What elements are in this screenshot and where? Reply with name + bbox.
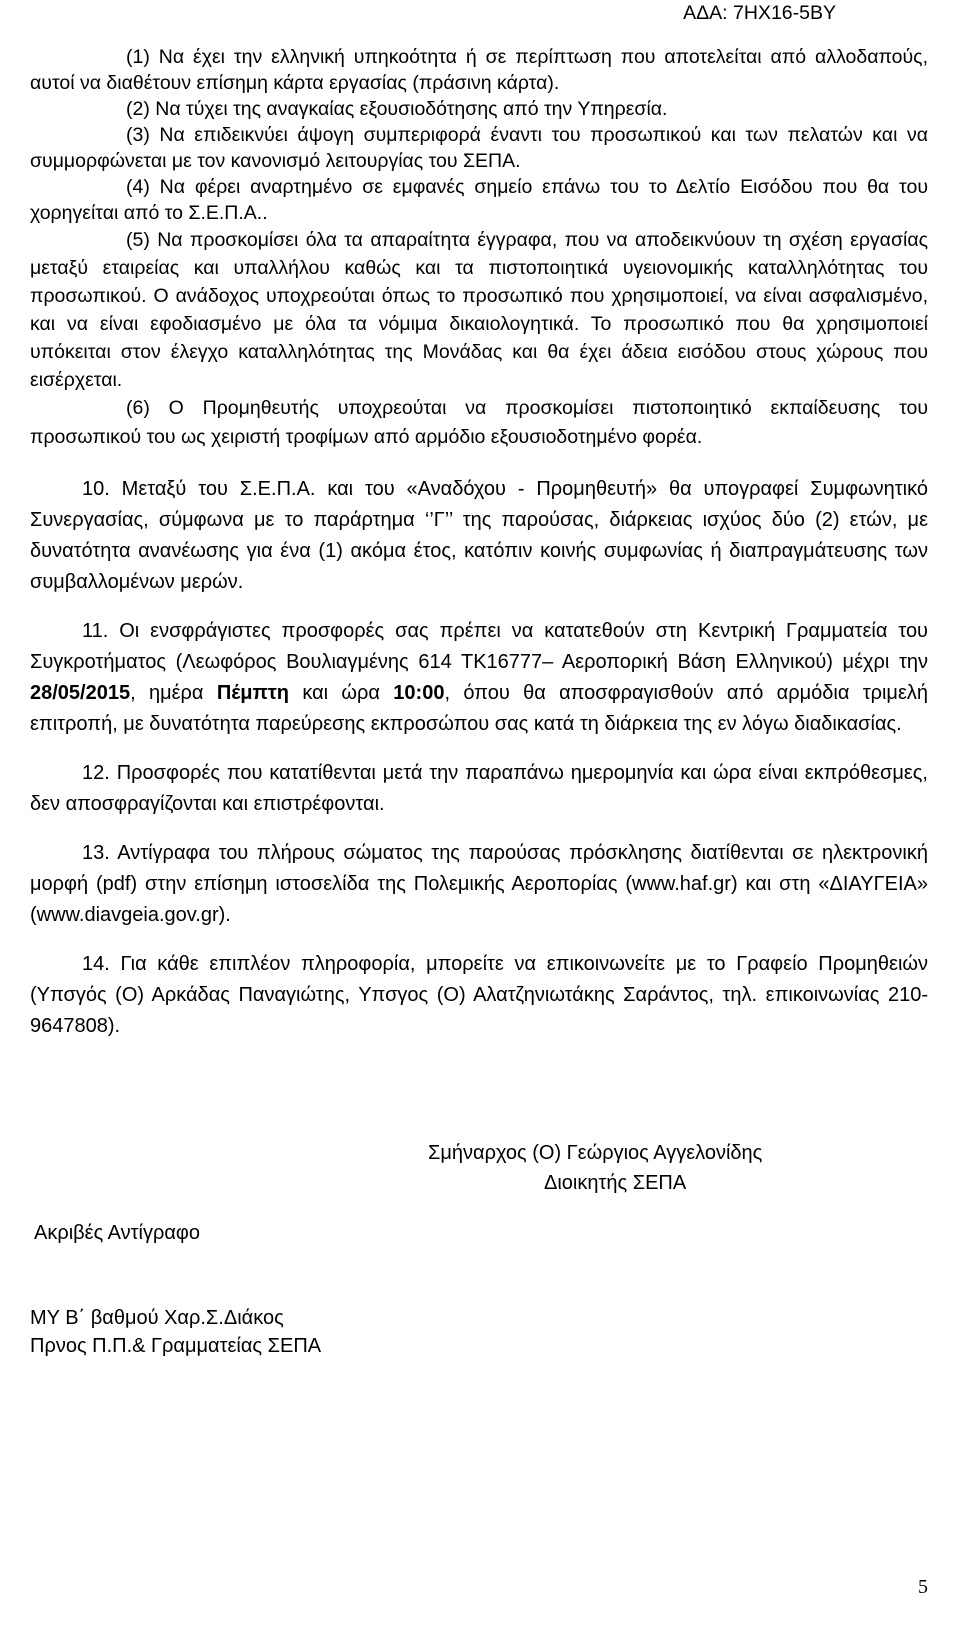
section-11-text-a: 11. Οι ενσφράγιστες προσφορές σας πρέπει να κατατεθούν στη Κεντρική Γραμματεία του Συγκροτήματος (Λεωφόρος Βουλιαγμένης 614 ΤΚ16777– Αεροπορική Βάση Ελληνικού) μέχρι την [30, 620, 928, 673]
true-copy-label: Ακριβές Αντίγραφο [34, 1222, 201, 1244]
author-line-2: Πρνος Π.Π.& Γραμματείας ΣΕΠΑ [30, 1335, 322, 1357]
deadline-time: 10:00 [393, 682, 445, 704]
item-1: (1) Να έχει την ελληνική υπηκοότητα ή σε περίπτωση που αποτελείται από αλλοδαπούς, αυτοί να διαθέτουν επίσημη κάρτα εργασίας (πράσινη κάρτα). [30, 46, 928, 94]
section-11 [30, 616, 928, 740]
signatory-name: Σμήναρχος (Ο) Γεώργιος Αγγελονίδης [428, 1142, 763, 1164]
document-body [30, 44, 928, 1042]
section-11-text-c: και ώρα [289, 682, 394, 704]
author-block [30, 1304, 321, 1360]
signature-block [428, 1138, 762, 1198]
section-13: 13. Αντίγραφα του πλήρους σώματος της παρούσας πρόσκλησης διατίθενται σε ηλεκτρονική μορφή (pdf) στην επίσημη ιστοσελίδα της Πολεμικής Αεροπορίας (www.haf.gr) και στη «ΔΙΑΥΓΕΙΑ» (www.diavgeia.gov.gr). [30, 842, 928, 926]
item-4: (4) Να φέρει αναρτημένο σε εμφανές σημείο επάνω του το Δελτίο Εισόδου που θα του χορηγείται από το Σ.Ε.Π.Α.. [30, 176, 928, 224]
item-6: (6) Ο Προμηθευτής υποχρεούται να προσκομίσει πιστοποιητικό εκπαίδευσης του προσωπικού του ως χειριστή τροφίμων από αρμόδιο εξουσιοδοτημένο φορέα. [30, 397, 928, 448]
ada-code: ΑΔΑ: 7ΗΧ16-5ΒΥ [683, 2, 836, 24]
section-14: 14. Για κάθε επιπλέον πληροφορία, μπορείτε να επικοινωνείτε με το Γραφείο Προμηθειών (Υπσγός (Ο) Αρκάδας Παναγιώτης, Υπσγος (Ο) Αλατζηνιωτάκης Σαράντος, τηλ. επικοινωνίας 210-9647808). [30, 953, 928, 1037]
author-line-1: ΜΥ Β΄ βαθμού Χαρ.Σ.Διάκος [30, 1307, 284, 1329]
item-2: (2) Να τύχει της αναγκαίας εξουσιοδότησης από την Υπηρεσία. [126, 98, 668, 120]
item-3: (3) Να επιδεικνύει άψογη συμπεριφορά έναντι του προσωπικού και των πελατών και να συμμορφώνεται με τον κανονισμό λειτουργίας του ΣΕΠΑ. [30, 124, 928, 172]
section-12: 12. Προσφορές που κατατίθενται μετά την παραπάνω ημερομηνία και ώρα είναι εκπρόθεσμες, δεν αποσφραγίζονται και επιστρέφονται. [30, 762, 928, 815]
signatory-role: Διοικητής ΣΕΠΑ [544, 1172, 687, 1194]
section-11-text-d: , όπου θα αποσφραγισθούν από αρμόδια τριμελή επιτροπή, με δυνατότητα παρεύρεσης εκπροσώπου σας κατά τη διάρκεια της εν λόγω διαδικασίας. [30, 682, 928, 735]
section-10: 10. Μεταξύ του Σ.Ε.Π.Α. και του «Αναδόχου - Προμηθευτή» θα υπογραφεί Συμφωνητικό Συνεργασίας, σύμφωνα με το παράρτημα ‘’Γ’’ της παρούσας, διάρκειας ισχύος δύο (2) ετών, με δυνατότητα ανανέωσης για ένα (1) ακόμα έτος, κατόπιν κοινής συμφωνίας ή διαπραγμάτευσης των συμβαλλομένων μερών. [30, 478, 928, 593]
page-number: 5 [918, 1576, 928, 1598]
item-5: (5) Να προσκομίσει όλα τα απαραίτητα έγγραφα, που να αποδεικνύουν τη σχέση εργασίας μεταξύ εταιρείας και υπαλλήλου καθώς και τα πιστοποιητικά υγειονομικής καταλληλότητας του προσωπικού. Ο ανάδοχος υποχρεούται όπως το προσωπικό που χρησιμοποιεί, να είναι ασφαλισμένο, και να είναι εφοδιασμένο με όλα τα νόμιμα δικαιολογητικά. Το προσωπικό που θα χρησιμοποιεί υπόκειται στον έλεγχο καταλληλότητας της Μονάδας και θα έχει άδεια εισόδου στους χώρους που εισέρχεται. [30, 229, 928, 391]
deadline-date: 28/05/2015 [30, 682, 131, 704]
section-11-text-b: , ημέρα [130, 682, 217, 704]
deadline-day: Πέμπτη [216, 682, 289, 704]
